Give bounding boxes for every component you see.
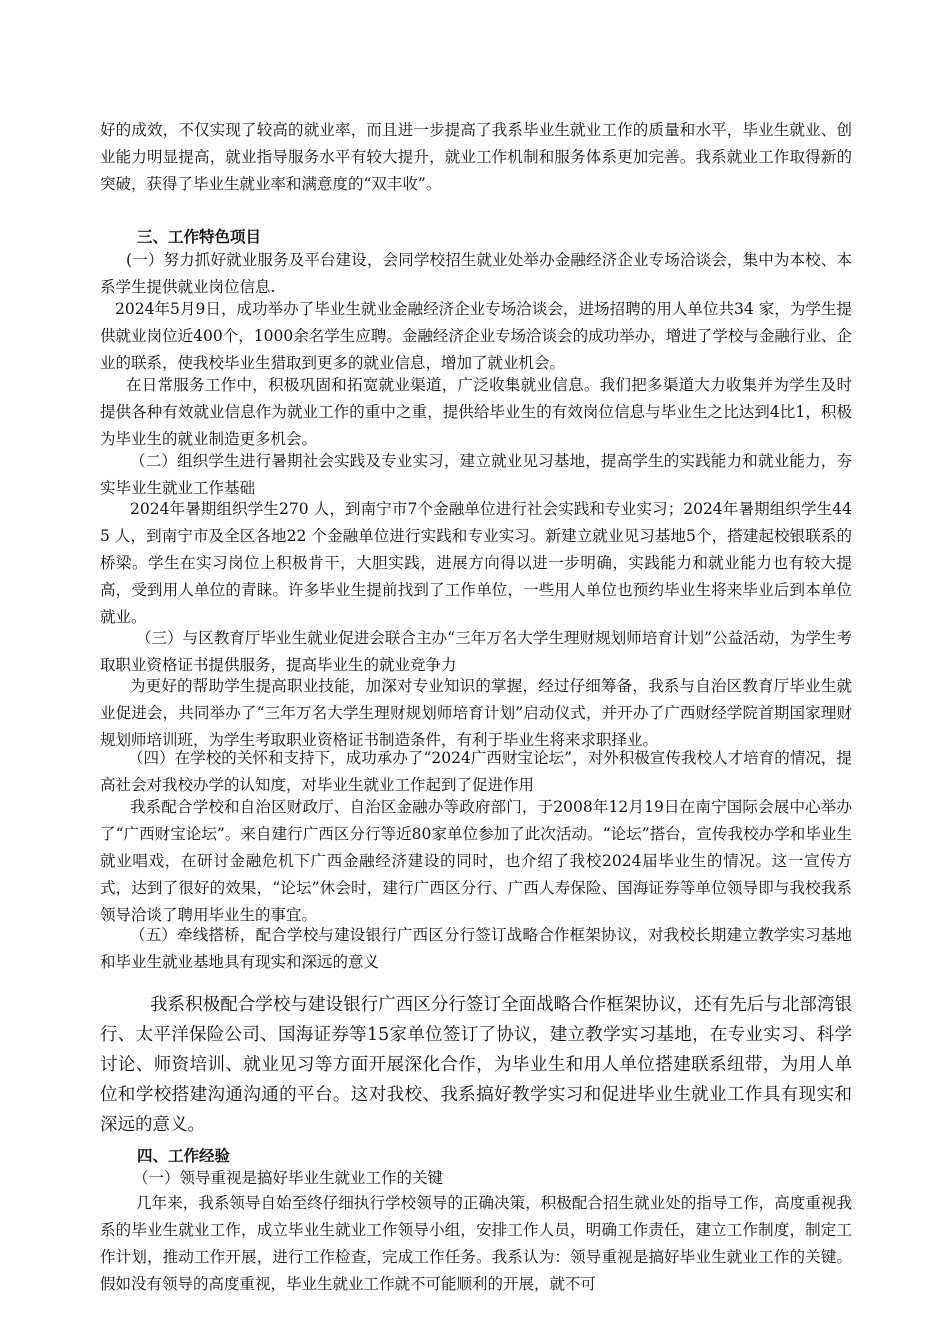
paragraph-daily-service: 在日常服务工作中，积极巩固和拓宽就业渠道，广泛收集就业信息。我们把多渠道大力收集并为学生及时提供各种有效就业信息作为就业工作的重中之重，提供给毕业生的有效岗位信息与毕业生之比达到4比1，积极为毕业生的就业制造更多机会。 — [100, 376, 852, 448]
item-heading-2: （二）组织学生进行暑期社会实践及专业实习，建立就业见习基地，提高学生的实践能力和就业能力，夯实毕业生就业工作基础 — [100, 452, 852, 497]
item-heading-1: (一）努力抓好就业服务及平台建设，会同学校招生就业处举办金融经济企业专场洽谈会，集中为本校、本系学生提供就业岗位信息. — [100, 251, 852, 296]
paragraph-leadership: 几年来，我系领导自始至终仔细执行学校领导的正确决策，积极配合招生就业处的指导工作，高度重视我系的毕业生就业工作，成立毕业生就业工作领导小组，安排工作人员，明确工作责任，建立工作制度，制定工作计划，推动工作开展，进行工作检查，完成工作任务。我系认为：领导重视是搞好毕业生就业工作的关键。假如没有领导的高度重视，毕业生就业工作就不可能顺利的开展，就不可 — [100, 1194, 852, 1293]
paragraph-planner-program: 为更好的帮助学生提高职业技能，加深对专业知识的掌握，经过仔细筹备，我系与自治区教育厅毕业生就业促进会，共同举办了“三年万名大学生理财规划师培育计划”启动仪式，并开办了广西财经学院首期国家理财规划师培训班，为学生考取职业资格证书制造条件，有利于毕业生将来求职择业。 — [100, 677, 852, 749]
paragraph-job-fair: 2024年5月9日，成功举办了毕业生就业金融经济企业专场洽谈会，进场招聘的用人单位共34 家，为学生提供就业岗位近400个，1000余名学生应聘。金融经济企业专场洽谈会的成功举办，增进了学校与金融行业、企业的联系，使我校毕业生猎取到更多的就业信息，增加了就业机会。 — [100, 300, 852, 372]
paragraph-cooperation-agreement: 我系积极配合学校与建设银行广西区分行签订全面战略合作框架协议，还有先后与北部湾银行、太平洋保险公司、国海证券等15家单位签订了协议，建立教学实习基地，在专业实习、科学讨论、师资培训、就业见习等方面开展深化合作，为毕业生和用人单位搭建联系纽带，为用人单位和学校搭建沟通沟通的平台。这对我校、我系搞好教学实习和促进毕业生就业工作具有现实和深远的意义。 — [100, 995, 852, 1135]
paragraph-finance-forum: 我系配合学校和自治区财政厅、自治区金融办等政府部门，于2008年12月19日在南宁国际会展中心举办了“广西财宝论坛”。来自建行广西区分行等近80家单位参加了此次活动。“论坛”搭台，宣传我校办学和毕业生就业唱戏，在研讨金融危机下广西金融经济建设的同时，也介绍了我校2024届毕业生的情况。这一宣传方式，达到了很好的效果，“论坛”休会时，建行广西区分行、广西人寿保险、国海证券等单位领导即与我校我系领导洽谈了聘用毕业生的事宜。 — [100, 798, 852, 924]
paragraph-results-summary: 好的成效，不仅实现了较高的就业率，而且进一步提高了我系毕业生就业工作的质量和水平，毕业生就业、创业能力明显提高，就业指导服务水平有较大提升，就业工作机制和服务体系更加完善。我系就业工作取得新的突破，获得了毕业生就业率和满意度的“双丰收”。 — [100, 121, 852, 193]
item-heading-experience-1: （一）领导重视是搞好毕业生就业工作的关键 — [133, 1169, 444, 1187]
item-heading-4: （四）在学校的关怀和支持下，成功承办了“2024广西财宝论坛”，对外积极宣传我校人才培育的情况，提高社会对我校办学的认知度，对毕业生就业工作起到了促进作用 — [100, 749, 852, 794]
item-heading-3: （三）与区教育厅毕业生就业促进会联合主办“三年万名大学生理财规划师培育计划”公益活动，为学生考取职业资格证书提供服务，提高毕业生的就业竞争力 — [100, 629, 852, 674]
paragraph-summer-practice: 2024年暑期组织学生270 人，到南宁市7个金融单位进行社会实践和专业实习；2024年暑期组织学生445 人，到南宁市及全区各地22 个金融单位进行实践和专业实习。新建立就业见习基地5个，搭建起校银联系的桥梁。学生在实习岗位上积极肯干，大胆实践，进展方向得以进一步明确，实践能力和就业能力也有较大提高，受到用人单位的青睐。许多毕业生提前找到了工作单位，一些用人单位也预约毕业生将来毕业后到本单位就业。 — [100, 500, 852, 626]
item-heading-5: （五）牵线搭桥，配合学校与建设银行广西区分行签订战略合作框架协议，对我校长期建立教学实习基地和毕业生就业基地具有现实和深远的意义 — [100, 926, 852, 971]
section-heading-3: 三、工作特色项目 — [137, 227, 262, 246]
section-heading-4: 四、工作经验 — [137, 1146, 231, 1165]
